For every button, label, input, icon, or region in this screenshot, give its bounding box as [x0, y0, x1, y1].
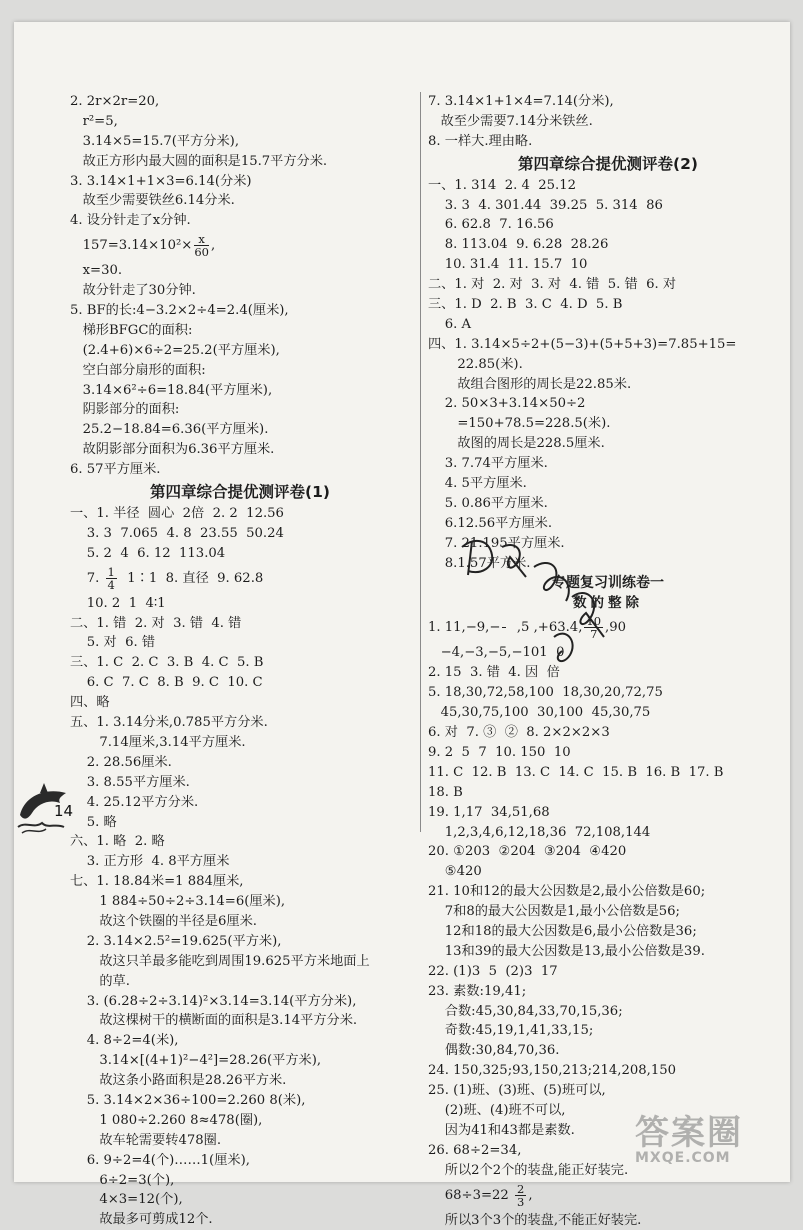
answer-line: 四、略 — [70, 695, 110, 711]
fraction-denominator — [502, 628, 506, 640]
answer-line: 10. 2 1 4∶1 — [70, 595, 166, 611]
answer-line: 8. 113.04 9. 6.28 28.26 — [428, 237, 609, 253]
answer-line: 6. 62.8 7. 16.56 — [428, 217, 554, 233]
fraction — [106, 566, 117, 591]
answer-line: 8. 一样大.理由略. — [428, 133, 533, 149]
answer-line: 故阴影部分面积为6.36平方厘米. — [70, 442, 275, 458]
section-subtitle: 数的整除 — [573, 595, 643, 612]
answer-line: 3.14×5=15.7(平方分米), — [70, 133, 240, 149]
answer-line: 6. 9÷2=4(个)……1(厘米), — [70, 1152, 250, 1168]
page-number: 14 — [54, 802, 74, 820]
column-divider — [420, 92, 421, 832]
watermark-title: 答案圈 — [635, 1113, 743, 1153]
fraction-denominator: 7 — [590, 627, 598, 642]
answer-line: 8.1.57平方米. — [428, 555, 531, 571]
answer-line: 3. 正方形 4. 8平方厘米 — [70, 854, 230, 870]
answer-line: 22. (1)3 5 (2)3 17 — [428, 963, 558, 979]
answer-line: 22.85(米). — [428, 356, 523, 372]
fraction-numerator — [502, 615, 506, 628]
answer-line: 四、1. 3.14×5÷2+(5−3)+(5+5+3)=7.85+15= — [428, 336, 737, 352]
equation-text: , — [210, 238, 216, 254]
fraction — [502, 615, 506, 640]
answer-line: 一、1. 314 2. 4 25.12 — [428, 177, 577, 193]
answer-line: 2. 2r×2r=20, — [70, 94, 160, 109]
answer-line: 2. 50×3+3.14×50÷2 — [428, 396, 586, 412]
fraction-numerator: x — [194, 233, 209, 246]
equation-text: 1∶1 8. 直径 9. 62.8 — [118, 570, 264, 586]
answer-line: 故正方形内最大圆的面积是15.7平方分米. — [70, 153, 328, 169]
fraction — [584, 615, 603, 640]
answer-line: 故分针走了30分钟. — [70, 283, 196, 299]
equation-line — [428, 1181, 788, 1211]
answer-line: 19. 1,17 34,51,68 — [428, 804, 550, 820]
fraction-numerator: 1 — [107, 564, 115, 579]
answer-line: 阴影部分的面积: — [70, 402, 180, 418]
answer-line: 6÷2=3(个), — [70, 1172, 175, 1188]
answer-line: −4,−3,−5,−101 0 — [428, 645, 565, 661]
answer-line: ⑤420 — [428, 864, 482, 880]
answer-page — [14, 22, 790, 1228]
answer-line: 2. 28.56厘米. — [70, 754, 172, 770]
answer-line: 1,2,3,4,6,12,18,36 72,108,144 — [428, 824, 651, 840]
answer-line: 5. 18,30,72,58,100 18,30,20,72,75 — [428, 685, 663, 701]
answer-line: 24. 150,325;93,150,213;214,208,150 — [428, 1063, 676, 1079]
equation-text: 68÷3=22 — [428, 1187, 514, 1203]
answer-line: 6.12.56平方厘米. — [428, 515, 553, 531]
fraction-denominator: 3 — [517, 1194, 525, 1209]
answer-line: 所以2个2个的装盘,能正好装完. — [428, 1162, 629, 1178]
answer-line: 5. 3.14×2×36÷100=2.260 8(米), — [70, 1092, 306, 1108]
equation-text: ,5 ,+63.4, — [508, 620, 583, 636]
watermark — [635, 1105, 743, 1166]
answer-line: 12和18的最大公因数是6,最小公倍数是36; — [428, 923, 697, 939]
answer-line: 7和8的最大公因数是1,最小公倍数是56; — [428, 904, 680, 920]
equation-line — [70, 231, 410, 261]
fraction — [194, 233, 209, 258]
answer-line: 故车轮需要转478圈. — [70, 1132, 222, 1148]
answer-line: 故这条小路面积是28.26平方米. — [70, 1073, 287, 1089]
answer-line: 3. 3.14×1+1×3=6.14(分米) — [70, 173, 252, 189]
equation-text: , — [528, 1187, 533, 1203]
answer-line: 故最多可剪成12个. — [70, 1212, 213, 1228]
answer-line: 3. 7.74平方厘米. — [428, 456, 548, 472]
answer-line: 2. 15 3. 错 4. 因 倍 — [428, 665, 560, 681]
equation-text: 157=3.14×10²× — [70, 238, 193, 254]
answer-line: (2)班、(4)班不可以, — [428, 1102, 566, 1118]
answer-line: 5. 2 4 6. 12 113.04 — [70, 545, 226, 561]
answer-line: 5. 对 6. 错 — [70, 635, 156, 651]
equation-line — [70, 564, 410, 594]
answer-line: 故至少需要7.14分米铁丝. — [428, 113, 593, 129]
right-column — [428, 92, 788, 1230]
answer-line: 六、1. 略 2. 略 — [70, 834, 165, 850]
equation-text: 1. 11,−9,− — [428, 620, 501, 636]
fraction-numerator: 2 — [517, 1181, 525, 1196]
answer-line: 9. 2 5 7 10. 150 10 — [428, 744, 571, 760]
answer-line: 五、1. 3.14分米,0.785平方分米. — [70, 715, 268, 731]
answer-line: 6. C 7. C 8. B 9. C 10. C — [70, 675, 263, 691]
answer-line: 故这个铁圈的半径是6厘米. — [70, 913, 257, 929]
equation-line — [428, 613, 788, 643]
answer-line: 11. C 12. B 13. C 14. C 15. B 16. B 17. B — [428, 764, 724, 780]
answer-line: 奇数:45,19,1,41,33,15; — [428, 1023, 594, 1039]
answer-line: 10. 31.4 11. 15.7 10 — [428, 257, 588, 273]
answer-line: 23. 素数:19,41; — [428, 983, 527, 999]
answer-line: 空白部分扇形的面积: — [70, 362, 206, 378]
answer-line: 5. 0.86平方厘米. — [428, 495, 548, 511]
answer-line: 1 884÷50÷2÷3.14=6(厘米), — [70, 894, 286, 910]
answer-line: 一、1. 半径 圆心 2倍 2. 2 12.56 — [70, 506, 284, 522]
answer-line: 4×3=12(个), — [70, 1192, 183, 1208]
answer-line: 偶数:30,84,70,36. — [428, 1043, 560, 1059]
fraction-denominator: 60 — [194, 245, 209, 260]
answer-line: =150+78.5=228.5(米). — [428, 416, 611, 432]
answer-line: 7. 21.195平方厘米. — [428, 535, 565, 551]
answer-line: 45,30,75,100 30,100 45,30,75 — [428, 705, 651, 721]
answer-line: 3.14×6²÷6=18.84(平方厘米), — [70, 382, 273, 398]
answer-line: 7. 3.14×1+1×4=7.14(分米), — [428, 94, 614, 109]
answer-line: 3. 3 4. 301.44 39.25 5. 314 86 — [428, 197, 663, 213]
answer-line: 5. BF的长:4−3.2×2÷4=2.4(厘米), — [70, 303, 289, 319]
equation-text: ,90 — [605, 620, 627, 636]
answer-line: 3. 3 7.065 4. 8 23.55 50.24 — [70, 525, 284, 541]
answer-line: 二、1. 错 2. 对 3. 错 4. 错 — [70, 615, 242, 631]
answer-line: 25.2−18.84=6.36(平方厘米). — [70, 422, 269, 438]
answer-line: (2.4+6)×6÷2=25.2(平方厘米), — [70, 342, 280, 358]
answer-line: 20. ①203 ②204 ③204 ④420 — [428, 844, 627, 860]
answer-line: 4. 25.12平方分米. — [70, 794, 199, 810]
section-title: 第四章综合提优测评卷(2) — [518, 154, 698, 173]
left-column — [70, 92, 410, 1230]
section-title: 第四章综合提优测评卷(1) — [150, 483, 330, 502]
answer-line: 所以3个3个的装盘,不能正好装完. — [428, 1212, 642, 1228]
answer-line: 二、1. 对 2. 对 3. 对 4. 错 5. 错 6. 对 — [428, 277, 677, 293]
answer-line: 3. (6.28÷2÷3.14)²×3.14=3.14(平方分米), — [70, 993, 357, 1009]
answer-line: 故组合图形的周长是22.85米. — [428, 376, 632, 392]
answer-line: 26. 68÷2=34, — [428, 1142, 522, 1158]
answer-line: 1 080÷2.260 8≈478(圈), — [70, 1112, 263, 1128]
answer-line: 18. B — [428, 784, 463, 800]
answer-line: 4. 8÷2=4(米), — [70, 1033, 179, 1049]
answer-line: 梯形BFGC的面积: — [70, 322, 193, 338]
answer-line: 6. 57平方厘米. — [70, 462, 161, 478]
answer-line: 故这棵树干的横断面的面积是3.14平方分米. — [70, 1013, 358, 1029]
answer-line: 故图的周长是228.5厘米. — [428, 436, 605, 452]
answer-line: 21. 10和12的最大公因数是2,最小公倍数是60; — [428, 884, 706, 900]
answer-line: 三、1. C 2. C 3. B 4. C 5. B — [70, 655, 264, 671]
fraction — [515, 1183, 526, 1208]
answer-line: 7.14厘米,3.14平方厘米. — [70, 734, 246, 750]
answer-line: 2. 3.14×2.5²=19.625(平方米), — [70, 933, 282, 949]
answer-line: 13和39的最大公因数是13,最小公倍数是39. — [428, 943, 705, 959]
answer-line: 3.14×[(4+1)²−4²]=28.26(平方米), — [70, 1053, 322, 1069]
answer-line: 故至少需要铁丝6.14分米. — [70, 193, 235, 209]
answer-line: 25. (1)班、(3)班、(5)班可以, — [428, 1083, 606, 1099]
answer-line: 合数:45,30,84,33,70,15,36; — [428, 1003, 623, 1019]
fraction-numerator: 10 — [586, 614, 602, 629]
answer-line: 故这只羊最多能吃到周围19.625平方米地面上 — [70, 953, 370, 969]
answer-line: 5. 略 — [70, 814, 117, 830]
section-title: 专题复习训练卷一 — [552, 575, 664, 592]
answer-line: 4. 设分针走了x分钟. — [70, 213, 191, 229]
answer-line: 七、1. 18.84米=1 884厘米, — [70, 874, 244, 890]
watermark-url: MXQE.COM — [635, 1150, 731, 1166]
answer-line: 6. 对 7. ③ ② 8. 2×2×2×3 — [428, 725, 610, 741]
answer-line: 3. 8.55平方厘米. — [70, 774, 190, 790]
fraction-denominator: 4 — [107, 577, 115, 592]
answer-line: 三、1. D 2. B 3. C 4. D 5. B — [428, 297, 623, 313]
answer-line: 因为41和43都是素数. — [428, 1122, 575, 1138]
equation-text: 7. — [70, 570, 104, 586]
answer-line: x=30. — [70, 263, 123, 279]
answer-line: r²=5, — [70, 113, 118, 129]
answer-line: 6. A — [428, 316, 472, 332]
answer-line: 4. 5平方厘米. — [428, 476, 527, 492]
answer-line: 的草. — [70, 973, 130, 989]
